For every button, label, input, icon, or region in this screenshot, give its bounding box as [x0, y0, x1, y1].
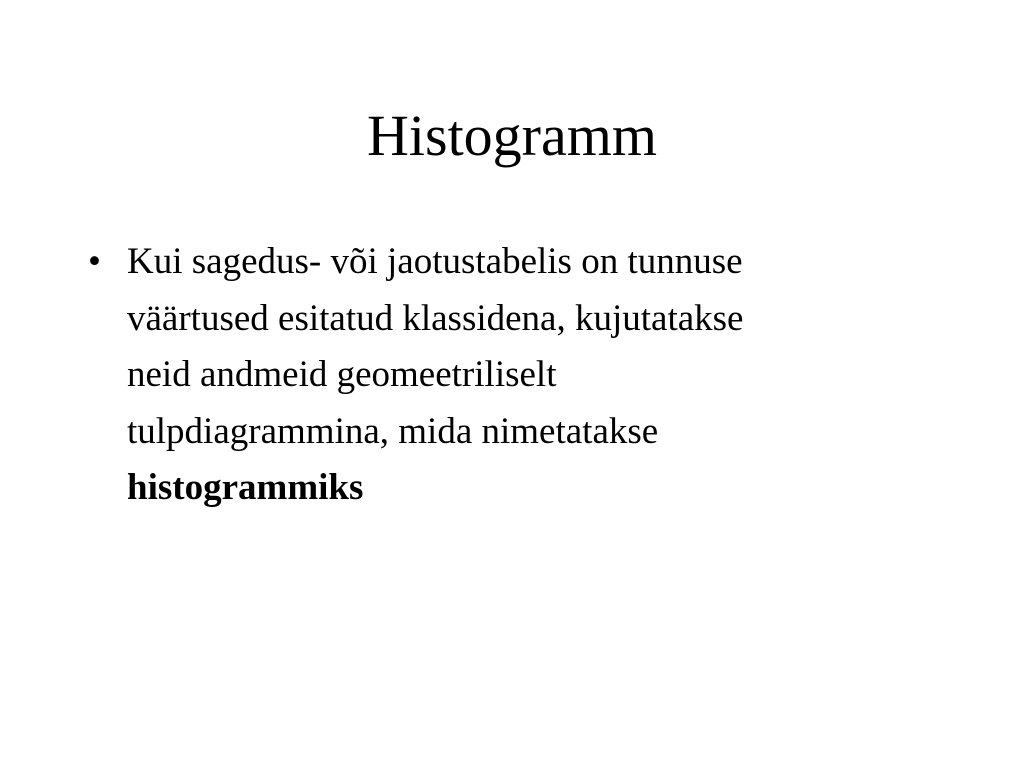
bullet-text-line-1: Kui sagedus- või jaotustabelis on tunnuse [127, 241, 743, 282]
slide-title: Histogramm [367, 103, 657, 168]
bullet-item [88, 234, 918, 517]
bullet-text-line-3: neid andmeid geomeetriliselt [127, 354, 557, 395]
bullet-text-line-2: väärtused esitatud klassidena, kujutatakse [127, 297, 744, 339]
bullet-text-line-4: tulpdiagrammina, mida nimetatakse [127, 410, 659, 452]
bullet-list [88, 234, 918, 517]
bullet-emphasis-term: histogrammiks [127, 467, 364, 508]
bullet-dot-icon: • [88, 241, 101, 282]
